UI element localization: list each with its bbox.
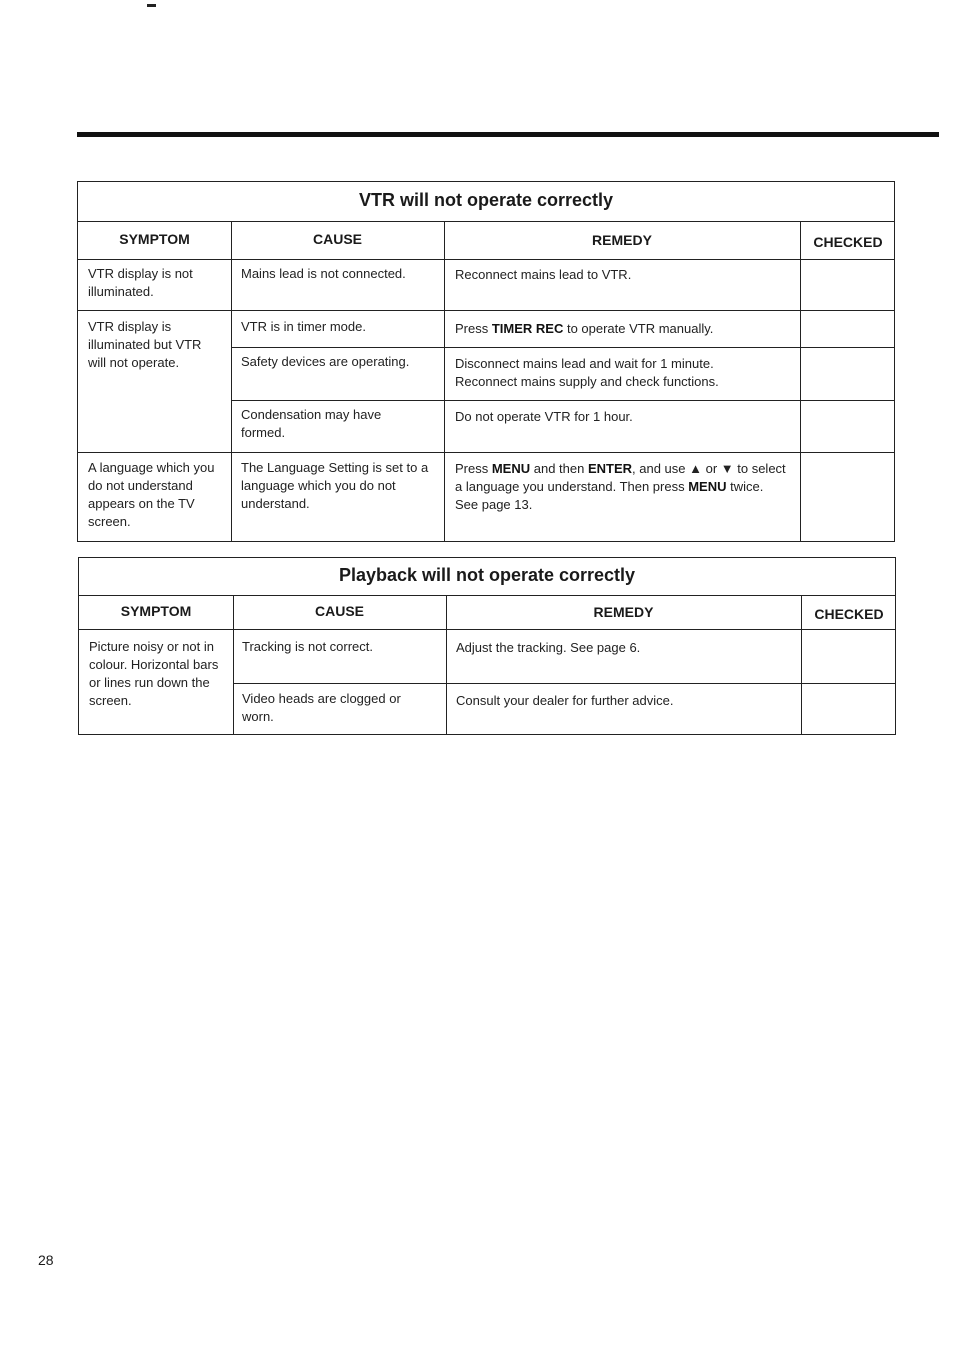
- vtr-troubleshooting-table: [77, 181, 895, 542]
- column-divider: [231, 221, 232, 541]
- remedy-cell: Press TIMER REC to operate VTR manually.: [455, 321, 714, 336]
- remedy-cell: Do not operate VTR for 1 hour.: [455, 409, 633, 424]
- header-cause: CAUSE: [314, 603, 364, 619]
- cause-cell: Mains lead is not connected.: [241, 266, 406, 281]
- symptom-cell: Picture noisy or not in colour. Horizontal bars or lines run down the screen.: [89, 639, 219, 708]
- remedy-cell: Consult your dealer for further advice.: [456, 693, 674, 708]
- header-remedy: REMEDY: [592, 232, 652, 248]
- section-rule: [77, 132, 939, 137]
- print-speck: [147, 4, 156, 7]
- playback-troubleshooting-table: [78, 557, 896, 735]
- remedy-cell: Press MENU and then ENTER, and use ▲ or ▼ to select a language you understand. Then press MENU twice. See page 13.: [455, 461, 786, 512]
- divider: [78, 310, 894, 311]
- divider: [79, 629, 895, 630]
- divider: [231, 347, 894, 348]
- header-symptom: SYMPTOM: [119, 231, 190, 247]
- table-title: Playback will not operate correctly: [338, 565, 636, 585]
- divider: [78, 452, 894, 453]
- table-title: VTR will not operate correctly: [358, 190, 614, 210]
- cause-cell: Video heads are clogged or worn.: [242, 691, 401, 724]
- header-checked: CHECKED: [814, 606, 884, 622]
- cause-cell: Safety devices are operating.: [241, 354, 410, 369]
- header-symptom: SYMPTOM: [120, 603, 192, 619]
- symptom-cell: VTR display is illuminated but VTR will not operate.: [88, 319, 202, 370]
- cause-cell: Tracking is not correct.: [242, 639, 374, 654]
- symptom-cell: VTR display is not illuminated.: [88, 266, 193, 299]
- header-checked: CHECKED: [813, 234, 883, 250]
- page-number: 28: [38, 1252, 54, 1268]
- divider: [231, 400, 894, 401]
- remedy-cell: Adjust the tracking. See page 6.: [456, 640, 641, 655]
- remedy-cell: Disconnect mains lead and wait for 1 minute. Reconnect mains supply and check functions.: [455, 356, 719, 389]
- header-cause: CAUSE: [312, 231, 362, 247]
- column-divider: [800, 221, 801, 541]
- remedy-cell: Reconnect mains lead to VTR.: [455, 267, 632, 282]
- divider: [78, 221, 894, 222]
- symptom-cell: A language which you do not understand appears on the TV screen.: [88, 460, 215, 529]
- divider: [78, 259, 894, 260]
- divider: [79, 595, 895, 596]
- column-divider: [444, 221, 445, 541]
- header-remedy: REMEDY: [593, 604, 654, 620]
- cause-cell: VTR is in timer mode.: [241, 319, 366, 334]
- divider: [233, 683, 895, 684]
- cause-cell: Condensation may have formed.: [241, 407, 382, 440]
- cause-cell: The Language Setting is set to a language which you do not understand.: [241, 460, 429, 511]
